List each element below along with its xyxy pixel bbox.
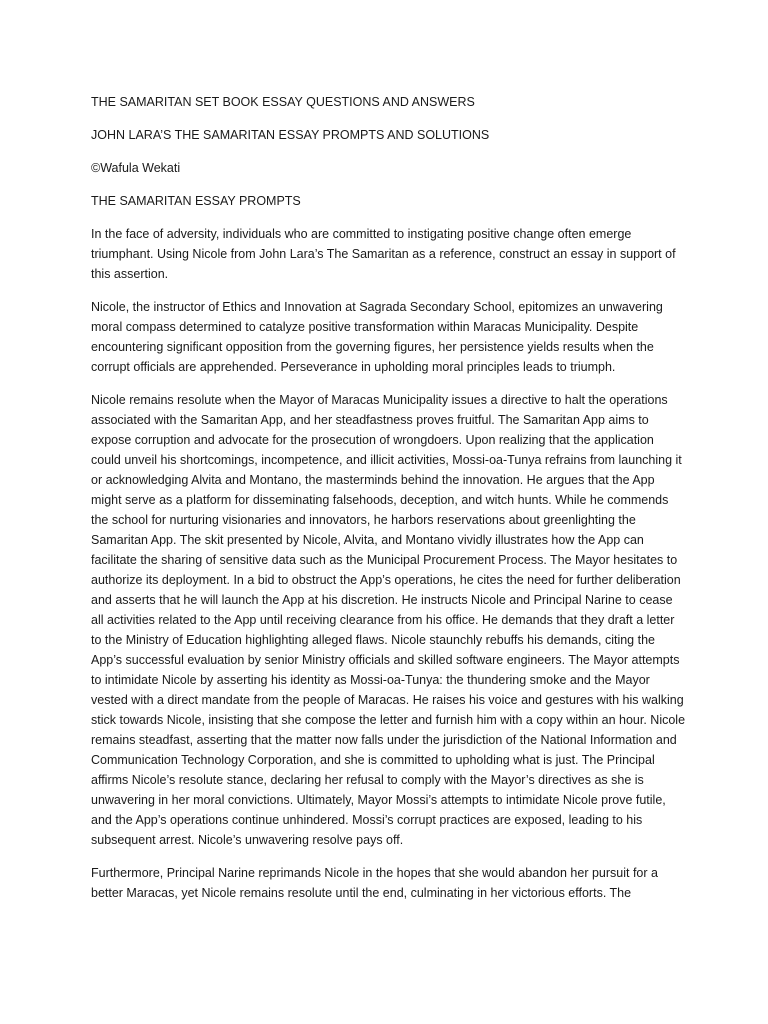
document-author: ©Wafula Wekati xyxy=(91,161,181,175)
document-subtitle: JOHN LARA’S THE SAMARITAN ESSAY PROMPTS AND SOLUTIONS xyxy=(91,128,490,142)
document-page xyxy=(91,92,687,916)
document-title: THE SAMARITAN SET BOOK ESSAY QUESTIONS AND ANSWERS xyxy=(91,95,475,109)
introduction-paragraph: Nicole, the instructor of Ethics and Innovation at Sagrada Secondary School, epitomizes an unwavering moral compass determined to catalyze positive transformation within Maracas Municipality. Despite encountering significant opposition from the governing figures, her persistence yields results when the corrupt officials are apprehended. Perseverance in upholding moral principles leads to triumph. xyxy=(91,300,663,374)
body-paragraph-2: Furthermore, Principal Narine reprimands Nicole in the hopes that she would abandon her pursuit for a better Maracas, yet Nicole remains resolute until the end, culminating in her victorious efforts. The xyxy=(91,866,658,900)
section-heading: THE SAMARITAN ESSAY PROMPTS xyxy=(91,194,301,208)
essay-prompt-paragraph: In the face of adversity, individuals who are committed to instigating positive change often emerge triumphant. Using Nicole from John Lara’s The Samaritan as a reference, construct an essay in support of this assertion. xyxy=(91,227,676,281)
body-paragraph-1: Nicole remains resolute when the Mayor of Maracas Municipality issues a directive to halt the operations associated with the Samaritan App, and her steadfastness proves fruitful. The Samaritan App aims to expose corruption and advocate for the prosecution of wrongdoers. Upon realizing that the application could unveil his shortcomings, incompetence, and illicit activities, Mossi-oa-Tunya refrains from launching it or acknowledging Alvita and Montano, the masterminds behind the innovation. He argues that the App might serve as a platform for disseminating falsehoods, deception, and witch hunts. While he commends the school for nurturing visionaries and innovators, he harbors reservations about greenlighting the Samaritan App. The skit presented by Nicole, Alvita, and Montano vividly illustrates how the App can facilitate the sharing of sensitive data such as the Municipal Procurement Process. The Mayor hesitates to authorize its deployment. In a bid to obstruct the App’s operations, he cites the need for further deliberation and asserts that he will launch the App at his discretion. He instructs Nicole and Principal Narine to cease all activities related to the App until receiving clearance from his office. He demands that they draft a letter to the Ministry of Education highlighting alleged flaws. Nicole staunchly rebuffs his demands, citing the App’s successful evaluation by senior Ministry officials and skilled software engineers. The Mayor attempts to intimidate Nicole by asserting his identity as Mossi-oa-Tunya: the thundering smoke and the Mayor vested with a direct mandate from the people of Maracas. He raises his voice and gestures with his walking stick towards Nicole, insisting that she compose the letter and furnish him with a copy within an hour. Nicole remains steadfast, asserting that the matter now falls under the jurisdiction of the National Information and Communication Technology Corporation, and she is committed to upholding what is just. The Principal affirms Nicole’s resolute stance, declaring her refusal to comply with the Mayor’s directives as she is unwavering in her moral convictions. Ultimately, Mayor Mossi’s attempts to intimidate Nicole prove futile, and the App’s operations continue unhindered. Mossi’s corrupt practices are exposed, leading to his subsequent arrest. Nicole’s unwavering resolve pays off. xyxy=(91,393,686,847)
